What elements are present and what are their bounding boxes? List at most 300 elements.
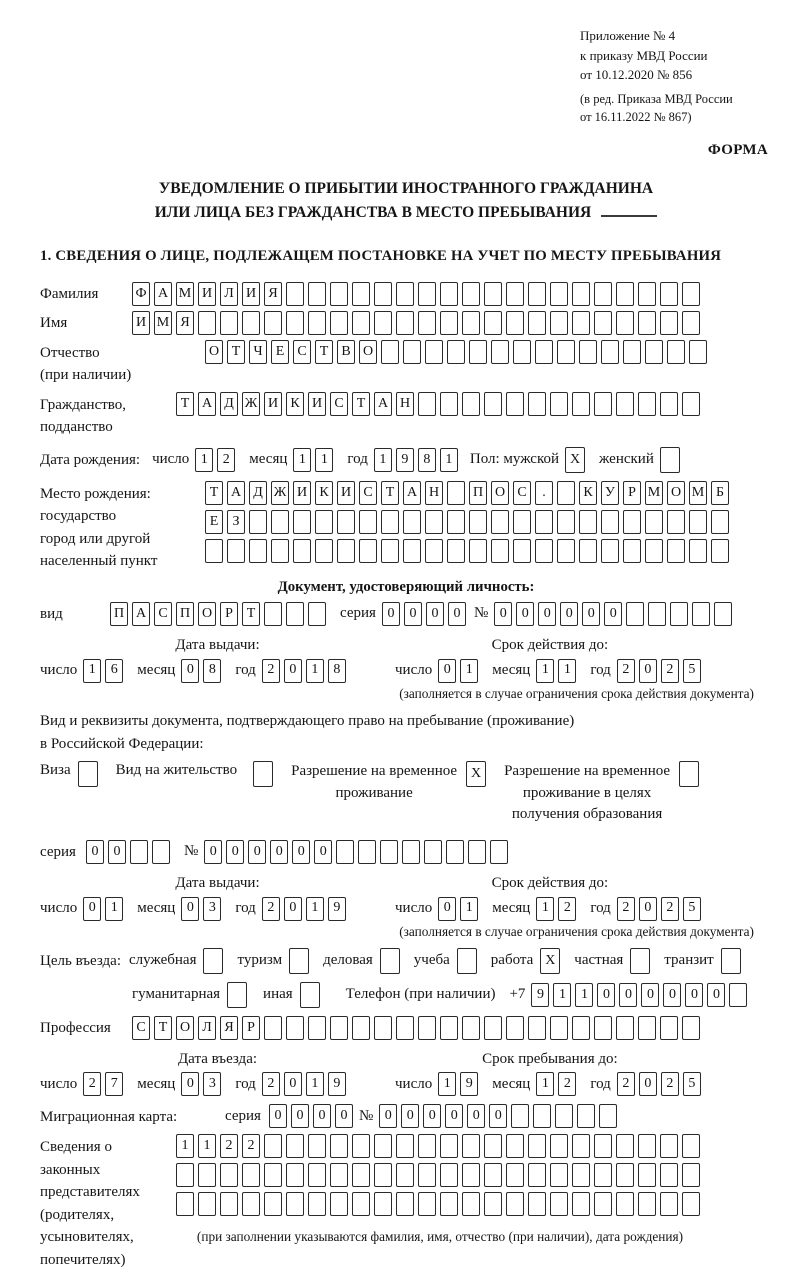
form-cell[interactable]	[645, 340, 663, 364]
sex-male-checkbox[interactable]: X	[565, 447, 585, 473]
form-cell[interactable]	[506, 1192, 524, 1216]
form-cell[interactable]	[491, 340, 509, 364]
form-cell[interactable]	[648, 602, 666, 626]
form-cell[interactable]	[374, 282, 392, 306]
form-cell[interactable]	[557, 510, 575, 534]
form-cell[interactable]: Д	[249, 481, 267, 505]
form-cell[interactable]	[550, 1192, 568, 1216]
purpose-transit-checkbox[interactable]	[721, 948, 741, 974]
form-cell[interactable]	[286, 1163, 304, 1187]
form-cell[interactable]	[352, 1163, 370, 1187]
form-cell[interactable]: Т	[381, 481, 399, 505]
form-cell[interactable]	[418, 1134, 436, 1158]
form-cell[interactable]: 0	[181, 659, 199, 683]
form-cell[interactable]	[550, 1163, 568, 1187]
form-cell[interactable]	[557, 340, 575, 364]
form-cell[interactable]: Н	[396, 392, 414, 416]
form-cell[interactable]: К	[579, 481, 597, 505]
form-cell[interactable]	[616, 1134, 634, 1158]
form-cell[interactable]	[535, 510, 553, 534]
purpose-work-checkbox[interactable]: X	[540, 948, 560, 974]
form-cell[interactable]	[660, 1163, 678, 1187]
form-cell[interactable]	[638, 282, 656, 306]
form-cell[interactable]	[286, 602, 304, 626]
form-cell[interactable]	[440, 282, 458, 306]
form-cell[interactable]	[616, 311, 634, 335]
form-cell[interactable]	[447, 340, 465, 364]
form-cell[interactable]: 0	[269, 1104, 287, 1128]
form-cell[interactable]	[511, 1104, 529, 1128]
form-cell[interactable]: И	[242, 282, 260, 306]
form-cell[interactable]	[689, 539, 707, 563]
form-cell[interactable]	[227, 539, 245, 563]
form-cell[interactable]: Л	[220, 282, 238, 306]
form-cell[interactable]: 0	[86, 840, 104, 864]
form-cell[interactable]	[528, 282, 546, 306]
form-cell[interactable]	[418, 392, 436, 416]
form-cell[interactable]: М	[689, 481, 707, 505]
form-cell[interactable]: С	[293, 340, 311, 364]
form-cell[interactable]	[638, 311, 656, 335]
form-cell[interactable]: С	[513, 481, 531, 505]
purpose-humanitarian-checkbox[interactable]	[227, 982, 247, 1008]
form-cell[interactable]: Л	[198, 1016, 216, 1040]
form-cell[interactable]: Е	[205, 510, 223, 534]
form-cell[interactable]	[682, 282, 700, 306]
form-cell[interactable]	[594, 311, 612, 335]
form-cell[interactable]	[506, 311, 524, 335]
form-cell[interactable]	[572, 282, 590, 306]
form-cell[interactable]	[286, 311, 304, 335]
form-cell[interactable]	[513, 510, 531, 534]
form-cell[interactable]: Д	[220, 392, 238, 416]
form-cell[interactable]: 8	[203, 659, 221, 683]
form-cell[interactable]: М	[645, 481, 663, 505]
form-cell[interactable]	[638, 1016, 656, 1040]
form-cell[interactable]	[660, 392, 678, 416]
form-cell[interactable]	[359, 539, 377, 563]
form-cell[interactable]	[660, 311, 678, 335]
form-cell[interactable]	[330, 1163, 348, 1187]
form-cell[interactable]: 1	[460, 659, 478, 683]
form-cell[interactable]: 0	[379, 1104, 397, 1128]
form-cell[interactable]: 0	[204, 840, 222, 864]
form-cell[interactable]	[638, 1134, 656, 1158]
form-cell[interactable]	[418, 282, 436, 306]
form-cell[interactable]: Т	[205, 481, 223, 505]
form-cell[interactable]: А	[227, 481, 245, 505]
form-cell[interactable]: М	[154, 311, 172, 335]
form-cell[interactable]	[462, 1134, 480, 1158]
form-cell[interactable]: И	[337, 481, 355, 505]
form-cell[interactable]	[308, 1163, 326, 1187]
form-cell[interactable]: 0	[560, 602, 578, 626]
form-cell[interactable]	[286, 1192, 304, 1216]
form-cell[interactable]: 2	[83, 1072, 101, 1096]
form-cell[interactable]	[550, 282, 568, 306]
form-cell[interactable]: 1	[536, 1072, 554, 1096]
form-cell[interactable]: 1	[105, 897, 123, 921]
form-cell[interactable]	[579, 510, 597, 534]
form-cell[interactable]	[381, 510, 399, 534]
form-cell[interactable]: 5	[683, 659, 701, 683]
form-cell[interactable]: О	[198, 602, 216, 626]
form-cell[interactable]: У	[601, 481, 619, 505]
form-cell[interactable]	[337, 510, 355, 534]
form-cell[interactable]	[396, 282, 414, 306]
form-cell[interactable]: 0	[284, 659, 302, 683]
form-cell[interactable]	[418, 1016, 436, 1040]
form-cell[interactable]: С	[330, 392, 348, 416]
form-cell[interactable]	[330, 282, 348, 306]
form-cell[interactable]	[352, 311, 370, 335]
form-cell[interactable]: 1	[306, 659, 324, 683]
form-cell[interactable]: 1	[460, 897, 478, 921]
form-cell[interactable]: 2	[262, 1072, 280, 1096]
form-cell[interactable]: 0	[448, 602, 466, 626]
form-cell[interactable]	[152, 840, 170, 864]
form-cell[interactable]: Т	[154, 1016, 172, 1040]
form-cell[interactable]	[714, 602, 732, 626]
form-cell[interactable]	[418, 1192, 436, 1216]
form-cell[interactable]	[308, 1192, 326, 1216]
form-cell[interactable]	[729, 983, 747, 1007]
form-cell[interactable]: Ж	[242, 392, 260, 416]
form-cell[interactable]: 0	[284, 897, 302, 921]
form-cell[interactable]	[352, 282, 370, 306]
form-cell[interactable]: 2	[617, 659, 635, 683]
form-cell[interactable]	[572, 311, 590, 335]
form-cell[interactable]: 1	[438, 1072, 456, 1096]
form-cell[interactable]	[638, 1163, 656, 1187]
temp-residence-checkbox[interactable]: X	[466, 761, 486, 787]
form-cell[interactable]: 1	[198, 1134, 216, 1158]
form-cell[interactable]: 0	[467, 1104, 485, 1128]
form-cell[interactable]: 2	[661, 1072, 679, 1096]
form-cell[interactable]	[293, 539, 311, 563]
form-cell[interactable]: Ж	[271, 481, 289, 505]
form-cell[interactable]	[626, 602, 644, 626]
form-cell[interactable]	[616, 1192, 634, 1216]
form-cell[interactable]	[315, 510, 333, 534]
form-cell[interactable]	[336, 840, 354, 864]
form-cell[interactable]: О	[359, 340, 377, 364]
form-cell[interactable]: 0	[538, 602, 556, 626]
form-cell[interactable]	[484, 1016, 502, 1040]
form-cell[interactable]: 0	[445, 1104, 463, 1128]
form-cell[interactable]	[528, 392, 546, 416]
form-cell[interactable]	[623, 510, 641, 534]
form-cell[interactable]: Т	[227, 340, 245, 364]
form-cell[interactable]: 0	[248, 840, 266, 864]
form-cell[interactable]: 0	[108, 840, 126, 864]
form-cell[interactable]	[198, 1163, 216, 1187]
form-cell[interactable]: 2	[558, 1072, 576, 1096]
form-cell[interactable]: 2	[220, 1134, 238, 1158]
form-cell[interactable]	[402, 840, 420, 864]
form-cell[interactable]: А	[198, 392, 216, 416]
form-cell[interactable]	[396, 1192, 414, 1216]
form-cell[interactable]	[425, 539, 443, 563]
form-cell[interactable]	[330, 311, 348, 335]
form-cell[interactable]	[550, 311, 568, 335]
form-cell[interactable]	[462, 392, 480, 416]
form-cell[interactable]: Н	[425, 481, 443, 505]
form-cell[interactable]: Б	[711, 481, 729, 505]
form-cell[interactable]	[271, 539, 289, 563]
form-cell[interactable]	[577, 1104, 595, 1128]
form-cell[interactable]	[667, 510, 685, 534]
form-cell[interactable]: О	[176, 1016, 194, 1040]
form-cell[interactable]	[638, 392, 656, 416]
form-cell[interactable]	[535, 539, 553, 563]
form-cell[interactable]	[264, 1016, 282, 1040]
form-cell[interactable]: 0	[438, 659, 456, 683]
form-cell[interactable]	[528, 1134, 546, 1158]
form-cell[interactable]	[462, 1192, 480, 1216]
form-cell[interactable]: 1	[440, 448, 458, 472]
form-cell[interactable]	[572, 1016, 590, 1040]
form-cell[interactable]	[528, 1192, 546, 1216]
form-cell[interactable]	[374, 1134, 392, 1158]
form-cell[interactable]: 0	[663, 983, 681, 1007]
form-cell[interactable]: П	[110, 602, 128, 626]
form-cell[interactable]	[264, 602, 282, 626]
form-cell[interactable]	[550, 392, 568, 416]
form-cell[interactable]: 1	[306, 897, 324, 921]
form-cell[interactable]: 0	[641, 983, 659, 1007]
form-cell[interactable]	[535, 340, 553, 364]
form-cell[interactable]	[484, 1134, 502, 1158]
form-cell[interactable]: 9	[460, 1072, 478, 1096]
form-cell[interactable]	[469, 539, 487, 563]
form-cell[interactable]	[374, 1163, 392, 1187]
form-cell[interactable]	[484, 311, 502, 335]
form-cell[interactable]	[579, 539, 597, 563]
form-cell[interactable]	[689, 510, 707, 534]
form-cell[interactable]: 0	[382, 602, 400, 626]
form-cell[interactable]	[198, 311, 216, 335]
form-cell[interactable]: Р	[623, 481, 641, 505]
form-cell[interactable]: С	[154, 602, 172, 626]
form-cell[interactable]	[447, 481, 465, 505]
form-cell[interactable]	[380, 840, 398, 864]
form-cell[interactable]	[374, 1192, 392, 1216]
form-cell[interactable]	[352, 1134, 370, 1158]
form-cell[interactable]	[418, 1163, 436, 1187]
form-cell[interactable]	[623, 340, 641, 364]
form-cell[interactable]: 9	[531, 983, 549, 1007]
form-cell[interactable]: 9	[328, 1072, 346, 1096]
form-cell[interactable]	[447, 510, 465, 534]
form-cell[interactable]: 0	[181, 1072, 199, 1096]
form-cell[interactable]	[689, 340, 707, 364]
form-cell[interactable]	[513, 539, 531, 563]
form-cell[interactable]	[286, 1134, 304, 1158]
form-cell[interactable]: 1	[536, 897, 554, 921]
form-cell[interactable]: Я	[220, 1016, 238, 1040]
form-cell[interactable]	[271, 510, 289, 534]
form-cell[interactable]	[528, 311, 546, 335]
form-cell[interactable]: 7	[105, 1072, 123, 1096]
form-cell[interactable]	[403, 340, 421, 364]
form-cell[interactable]	[403, 539, 421, 563]
form-cell[interactable]	[616, 1163, 634, 1187]
form-cell[interactable]: 0	[335, 1104, 353, 1128]
form-cell[interactable]: 9	[396, 448, 414, 472]
form-cell[interactable]: 1	[374, 448, 392, 472]
form-cell[interactable]: П	[176, 602, 194, 626]
form-cell[interactable]	[667, 539, 685, 563]
form-cell[interactable]	[337, 539, 355, 563]
form-cell[interactable]: 0	[639, 1072, 657, 1096]
form-cell[interactable]	[645, 539, 663, 563]
form-cell[interactable]	[330, 1134, 348, 1158]
form-cell[interactable]	[462, 282, 480, 306]
form-cell[interactable]	[330, 1192, 348, 1216]
form-cell[interactable]: 0	[438, 897, 456, 921]
form-cell[interactable]	[440, 392, 458, 416]
form-cell[interactable]: 0	[707, 983, 725, 1007]
form-cell[interactable]	[594, 282, 612, 306]
form-cell[interactable]: О	[667, 481, 685, 505]
form-cell[interactable]	[220, 1163, 238, 1187]
form-cell[interactable]	[264, 1192, 282, 1216]
form-cell[interactable]	[352, 1192, 370, 1216]
form-cell[interactable]	[440, 1016, 458, 1040]
form-cell[interactable]	[484, 1163, 502, 1187]
form-cell[interactable]: П	[469, 481, 487, 505]
form-cell[interactable]: 3	[203, 1072, 221, 1096]
form-cell[interactable]	[616, 1016, 634, 1040]
form-cell[interactable]	[242, 1163, 260, 1187]
form-cell[interactable]: И	[198, 282, 216, 306]
form-cell[interactable]	[242, 311, 260, 335]
form-cell[interactable]: 2	[558, 897, 576, 921]
form-cell[interactable]: Я	[176, 311, 194, 335]
form-cell[interactable]: А	[374, 392, 392, 416]
form-cell[interactable]	[528, 1163, 546, 1187]
form-cell[interactable]: К	[286, 392, 304, 416]
form-cell[interactable]: 0	[494, 602, 512, 626]
form-cell[interactable]	[352, 1016, 370, 1040]
form-cell[interactable]: 0	[292, 840, 310, 864]
form-cell[interactable]	[660, 1016, 678, 1040]
sex-female-checkbox[interactable]	[660, 447, 680, 473]
form-cell[interactable]	[660, 1134, 678, 1158]
form-cell[interactable]	[484, 1192, 502, 1216]
form-cell[interactable]	[711, 539, 729, 563]
form-cell[interactable]: Р	[220, 602, 238, 626]
form-cell[interactable]	[396, 1016, 414, 1040]
form-cell[interactable]	[572, 1134, 590, 1158]
form-cell[interactable]	[308, 311, 326, 335]
form-cell[interactable]: 0	[639, 897, 657, 921]
form-cell[interactable]	[555, 1104, 573, 1128]
form-cell[interactable]	[359, 510, 377, 534]
form-cell[interactable]	[176, 1192, 194, 1216]
form-cell[interactable]	[220, 1192, 238, 1216]
form-cell[interactable]	[249, 510, 267, 534]
form-cell[interactable]: Т	[315, 340, 333, 364]
form-cell[interactable]	[550, 1134, 568, 1158]
form-cell[interactable]	[396, 1134, 414, 1158]
form-cell[interactable]: 0	[291, 1104, 309, 1128]
form-cell[interactable]	[468, 840, 486, 864]
form-cell[interactable]	[425, 340, 443, 364]
temp-residence-edu-checkbox[interactable]	[679, 761, 699, 787]
form-cell[interactable]: 0	[582, 602, 600, 626]
form-cell[interactable]: 1	[293, 448, 311, 472]
form-cell[interactable]: М	[176, 282, 194, 306]
form-cell[interactable]: И	[132, 311, 150, 335]
form-cell[interactable]: 0	[181, 897, 199, 921]
form-cell[interactable]	[440, 1163, 458, 1187]
form-cell[interactable]	[308, 1134, 326, 1158]
form-cell[interactable]	[594, 1192, 612, 1216]
purpose-business-checkbox[interactable]	[380, 948, 400, 974]
form-cell[interactable]	[682, 1134, 700, 1158]
form-cell[interactable]	[264, 311, 282, 335]
form-cell[interactable]	[198, 1192, 216, 1216]
form-cell[interactable]: 2	[661, 897, 679, 921]
form-cell[interactable]	[491, 539, 509, 563]
form-cell[interactable]: И	[293, 481, 311, 505]
form-cell[interactable]	[286, 1016, 304, 1040]
form-cell[interactable]	[403, 510, 421, 534]
form-cell[interactable]: Т	[242, 602, 260, 626]
form-cell[interactable]	[645, 510, 663, 534]
form-cell[interactable]: 0	[284, 1072, 302, 1096]
visa-checkbox[interactable]	[78, 761, 98, 787]
form-cell[interactable]	[469, 510, 487, 534]
form-cell[interactable]	[424, 840, 442, 864]
form-cell[interactable]: 2	[262, 659, 280, 683]
form-cell[interactable]	[594, 1134, 612, 1158]
form-cell[interactable]	[623, 539, 641, 563]
form-cell[interactable]	[308, 602, 326, 626]
form-cell[interactable]	[242, 1192, 260, 1216]
form-cell[interactable]	[469, 340, 487, 364]
form-cell[interactable]	[572, 392, 590, 416]
form-cell[interactable]: 0	[270, 840, 288, 864]
form-cell[interactable]: 1	[195, 448, 213, 472]
form-cell[interactable]	[462, 1016, 480, 1040]
form-cell[interactable]: 0	[423, 1104, 441, 1128]
form-cell[interactable]: 2	[217, 448, 235, 472]
form-cell[interactable]: 0	[597, 983, 615, 1007]
form-cell[interactable]	[594, 1163, 612, 1187]
form-cell[interactable]	[462, 311, 480, 335]
form-cell[interactable]	[440, 1134, 458, 1158]
form-cell[interactable]: 0	[314, 840, 332, 864]
form-cell[interactable]	[484, 392, 502, 416]
form-cell[interactable]	[506, 282, 524, 306]
form-cell[interactable]: 6	[105, 659, 123, 683]
form-cell[interactable]	[293, 510, 311, 534]
form-cell[interactable]	[550, 1016, 568, 1040]
form-cell[interactable]: 8	[328, 659, 346, 683]
form-cell[interactable]: 1	[575, 983, 593, 1007]
form-cell[interactable]	[330, 1016, 348, 1040]
form-cell[interactable]: И	[264, 392, 282, 416]
form-cell[interactable]	[264, 1163, 282, 1187]
form-cell[interactable]	[308, 282, 326, 306]
form-cell[interactable]	[557, 539, 575, 563]
form-cell[interactable]: 5	[683, 897, 701, 921]
purpose-official-checkbox[interactable]	[203, 948, 223, 974]
form-cell[interactable]: А	[154, 282, 172, 306]
